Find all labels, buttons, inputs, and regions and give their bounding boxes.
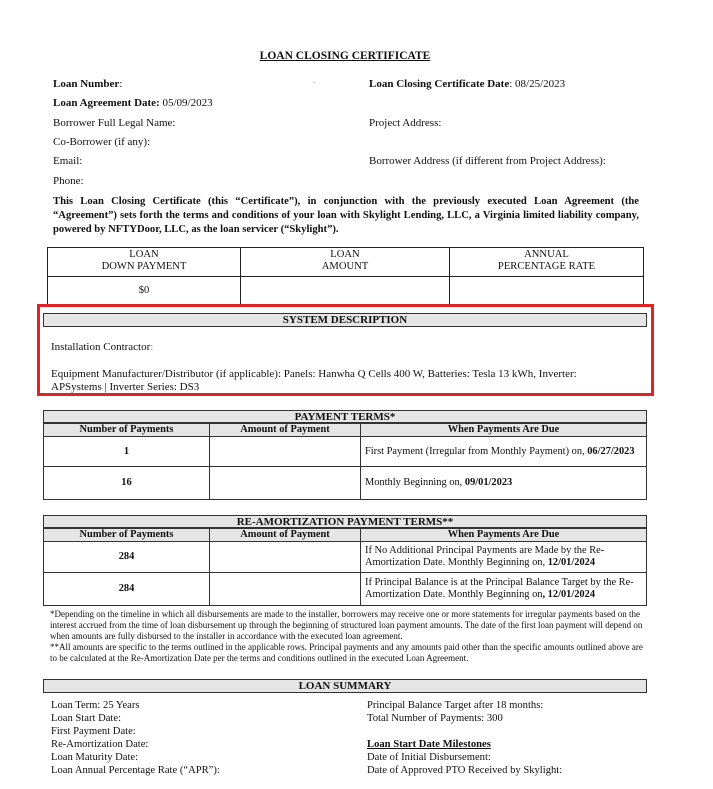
co-borrower-label: Co-Borrower (if any): (53, 136, 151, 148)
payment-due-date: 09/01/2023 (464, 477, 513, 488)
loan-term: Loan Term: 25 Years (51, 700, 140, 711)
table-row (44, 542, 647, 573)
table-row (44, 573, 647, 606)
total-number-of-payments: Total Number of Payments: 300 (367, 713, 503, 724)
down-payment-header-line1: LOAN (129, 249, 159, 260)
loan-amount-header (241, 248, 450, 277)
closing-date-value: : 08/25/2023 (509, 78, 566, 90)
installation-contractor-colon: : (150, 341, 154, 353)
phone-label: Phone: (53, 175, 84, 187)
reamort-due (361, 542, 647, 573)
loan-amount-header-line2: AMOUNT (321, 261, 369, 272)
payment-terms-col-count: Number of Payments (44, 424, 210, 437)
initial-disbursement-date: Date of Initial Disbursement: (367, 752, 491, 763)
loan-start-date: Loan Start Date: (51, 713, 122, 724)
reamort-amount (210, 573, 361, 606)
payment-terms-table (43, 423, 647, 500)
apr-header-line2: PERCENTAGE RATE (497, 261, 596, 272)
reamortization-terms-table (43, 528, 647, 606)
loan-summary-heading: LOAN SUMMARY (43, 679, 647, 693)
loan-amount-header-line1: LOAN (330, 249, 360, 260)
reamort-due-date: 12/01/2024 (547, 557, 596, 568)
loan-maturity-date: Loan Maturity Date: (51, 752, 139, 763)
reamort-col-count: Number of Payments (44, 529, 210, 542)
down-payment-value: $0 (48, 277, 241, 305)
apr-header (450, 248, 644, 277)
principal-balance-target: Principal Balance Target after 18 months: (367, 700, 544, 711)
payment-due-text: Monthly Beginning on, (365, 477, 465, 488)
agreement-date-row (53, 97, 213, 109)
agreement-date-value: 05/09/2023 (159, 97, 213, 109)
agreement-date-label: Loan Agreement Date: (53, 97, 160, 109)
reamort-due (361, 573, 647, 606)
installation-contractor-label: Installation Contractor (51, 341, 151, 353)
loan-number-row (53, 78, 122, 90)
loan-number-colon: : (119, 78, 123, 90)
closing-date-row (369, 78, 565, 90)
reamort-due-text: If Principal Balance is at the Principal Balance Target by the Re-Amortization Date. Monthly Beginning on (365, 577, 634, 600)
equipment-description: Equipment Manufacturer/Distributor (if applicable): Panels: Hanwha Q Cells 400 W, Batteries: Tesla 13 kWh, Inverter: APSystems | Inverter Series: DS3 (51, 368, 577, 393)
down-payment-header-line2: DOWN PAYMENT (101, 261, 187, 272)
loan-apr: Loan Annual Percentage Rate (“APR”): (51, 765, 220, 776)
loan-amount-value (241, 277, 450, 305)
reamort-count: 284 (44, 573, 210, 606)
reamortization-date: Re-Amortization Date: (51, 739, 149, 750)
borrower-name-label: Borrower Full Legal Name: (53, 117, 176, 129)
loan-number-label: Loan Number (53, 78, 120, 90)
reamort-col-amount: Amount of Payment (210, 529, 361, 542)
mid-mark: - (313, 78, 316, 87)
loan-summary-left (51, 699, 220, 777)
payment-count: 16 (44, 467, 210, 500)
project-address-label: Project Address: (369, 117, 442, 129)
payment-count: 1 (44, 437, 210, 467)
reamort-due-date: , 12/01/2024 (542, 589, 596, 600)
closing-date-label: Loan Closing Certificate Date (369, 78, 510, 90)
payment-terms-heading: PAYMENT TERMS* (43, 410, 647, 423)
borrower-address-label: Borrower Address (if different from Project Address): (369, 155, 606, 167)
loan-summary-right (367, 699, 562, 777)
payment-terms-col-amount: Amount of Payment (210, 424, 361, 437)
payment-terms-col-due: When Payments Are Due (361, 424, 647, 437)
payment-due (361, 467, 647, 500)
reamortization-terms-heading: RE-AMORTIZATION PAYMENT TERMS** (43, 515, 647, 528)
page-title: LOAN CLOSING CERTIFICATE (259, 50, 431, 62)
apr-header-line1: ANNUAL (524, 249, 569, 260)
reamort-amount (210, 542, 361, 573)
footnote-amounts: **All amounts are specific to the terms outlined in the applicable rows. Principal payments and any amounts paid other than the specific amounts outlined above are to be calculated at the Re-Amortization Date per the terms and conditions outlined in the executed Loan Agreement. (50, 642, 643, 663)
reamort-col-due: When Payments Are Due (361, 529, 647, 542)
down-payment-header (48, 248, 241, 277)
email-label: Email: (53, 155, 83, 167)
footnotes (50, 609, 650, 664)
reamort-due-text: If No Additional Principal Payments are Made by the Re-Amortization Date. Monthly Beginning on, (365, 545, 605, 568)
table-row (44, 467, 647, 500)
installation-contractor-row (51, 341, 153, 353)
intro-paragraph: This Loan Closing Certificate (this “Certificate”), in conjunction with the previously executed Loan Agreement (the “Agreement”) sets forth the terms and conditions of your loan with Skylight Lending, LLC, a Virginia limited liability company, powered by NFTYDoor, LLC, as the loan servicer (“Skylight”). (53, 196, 639, 235)
first-payment-date: First Payment Date: (51, 726, 136, 737)
system-description-heading: SYSTEM DESCRIPTION (43, 313, 647, 327)
payment-due (361, 437, 647, 467)
milestones-heading: Loan Start Date Milestones (367, 739, 491, 750)
apr-value (450, 277, 644, 305)
payment-due-text: First Payment (Irregular from Monthly Payment) on, (365, 445, 588, 457)
payment-amount (210, 437, 361, 467)
reamort-count: 284 (44, 542, 210, 573)
table-row (44, 437, 647, 467)
loan-overview-table (47, 247, 644, 305)
payment-amount (210, 467, 361, 500)
payment-due-date: 06/27/2023 (587, 445, 635, 457)
pto-received-date: Date of Approved PTO Received by Skylight: (367, 765, 563, 776)
footnote-irregular-payments: *Depending on the timeline in which all disbursements are made to the installer, borrowers may receive one or more statements for irregular payments based on the interest accrued from the time of loan disbursement up through the beginning of structured loan payment amounts. The date of the first loan payment will depend on when amounts are fully disbursed to the installer in accordance with the executed loan agreement. (50, 609, 643, 641)
